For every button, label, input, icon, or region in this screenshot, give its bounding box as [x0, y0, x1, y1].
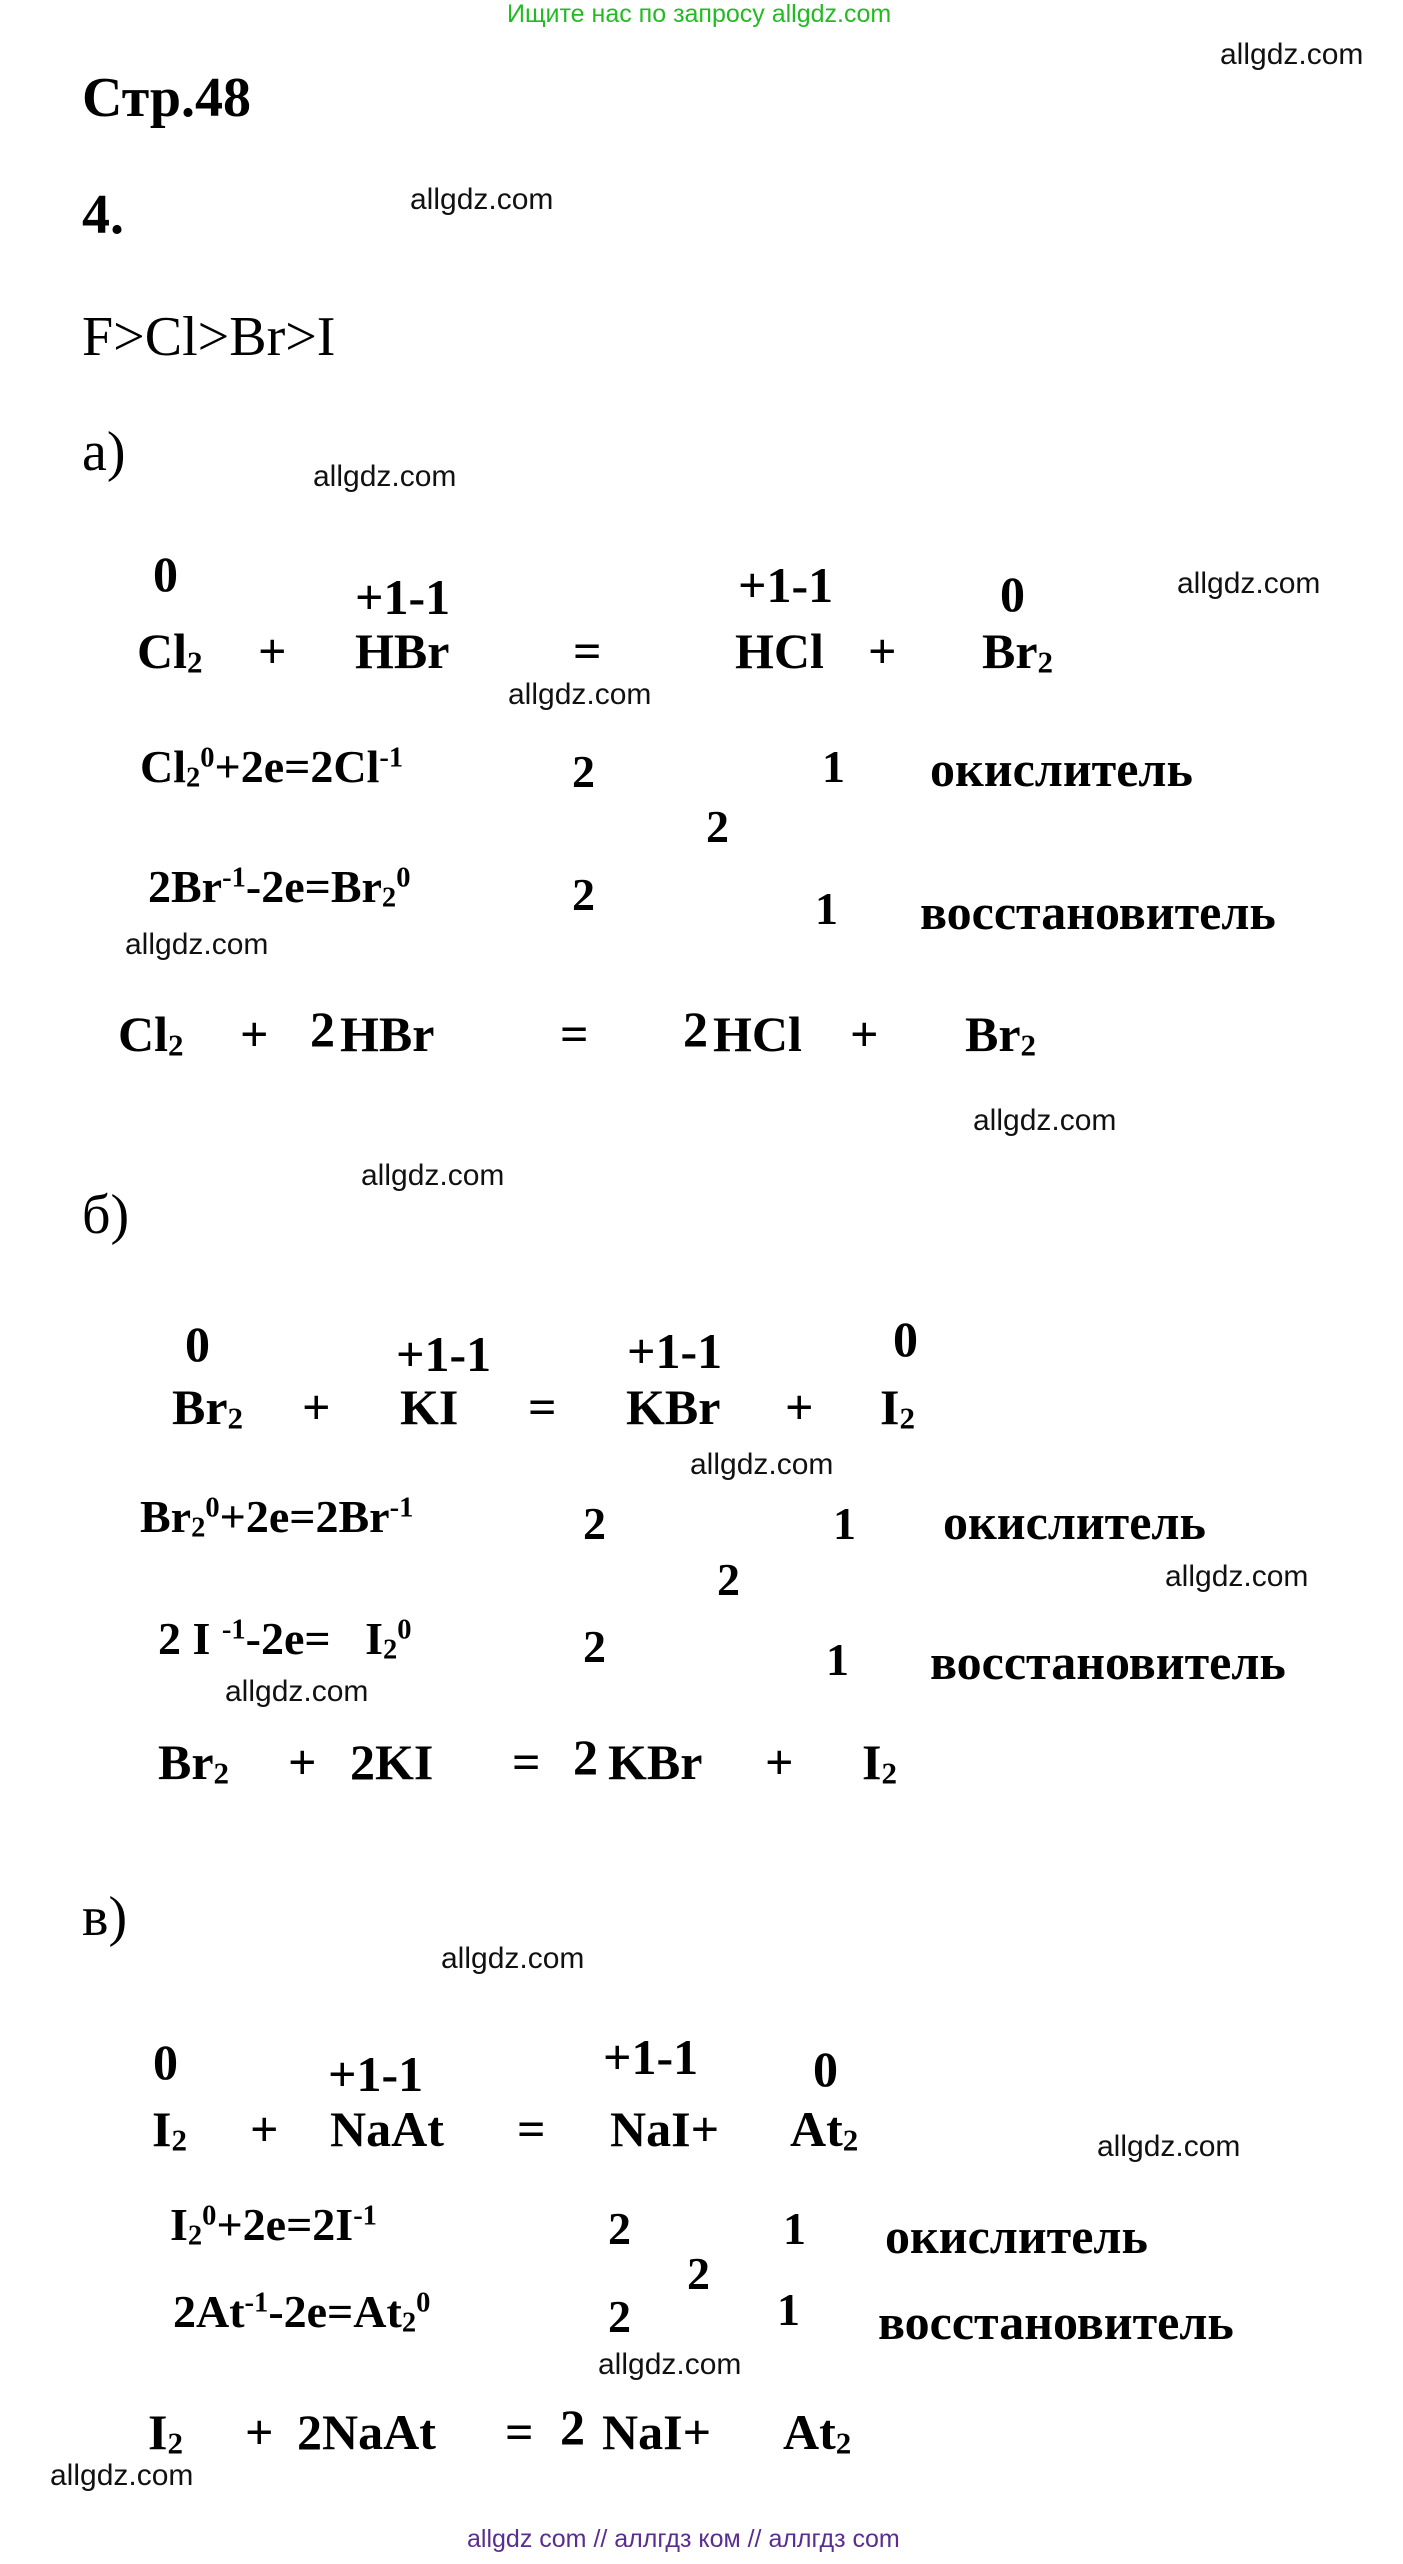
formula: Cl — [118, 1006, 168, 1062]
electron-count: 2 — [572, 869, 595, 920]
formula: 2NaAt — [297, 2404, 436, 2460]
plus-sign: + — [765, 1734, 794, 1790]
equals-sign: = — [528, 1379, 557, 1435]
formula: Br — [140, 1491, 192, 1542]
superscript: -1 — [389, 1492, 414, 1524]
formula-symbol: Br — [965, 1006, 1021, 1062]
final-equation — [158, 1733, 229, 1791]
formula: Cl — [140, 741, 186, 792]
equals-sign: = — [560, 1006, 589, 1062]
coefficient: 2 — [560, 2399, 585, 2455]
subscript: 2 — [171, 2122, 187, 2158]
final-equation — [148, 2403, 183, 2461]
formula: NaI+ — [602, 2404, 712, 2460]
reducer-label: восстановитель — [930, 1634, 1286, 1690]
subscript: 2 — [881, 1755, 897, 1791]
electron-count: 2 — [608, 2203, 631, 2254]
watermark: allgdz.com — [508, 678, 652, 711]
coefficient: 1 — [833, 1498, 856, 1549]
half-reaction — [173, 2285, 430, 2338]
formula: 2At — [173, 2286, 245, 2337]
oxidation-state: 0 — [185, 1316, 210, 1372]
oxidation-state: 0 — [1000, 566, 1025, 622]
coefficient: 2 — [683, 1001, 708, 1057]
formula — [790, 2100, 858, 2158]
reaction-scheme — [137, 622, 203, 680]
plus-sign: + — [868, 623, 897, 679]
watermark: allgdz.com — [1220, 38, 1364, 71]
equals-sign: = — [573, 623, 602, 679]
reaction-scheme — [172, 1378, 243, 1436]
superscript: -1 — [221, 1614, 246, 1646]
part-b-letter: б) — [82, 1184, 130, 1246]
subscript: 2 — [168, 1027, 184, 1063]
formula: +2e=2Br — [219, 1491, 390, 1542]
formula: HCl — [713, 1006, 802, 1062]
formula: HBr — [340, 1006, 435, 1062]
coefficient: 1 — [826, 1634, 849, 1685]
subscript: 2 — [1020, 1027, 1037, 1063]
oxidizer-label: окислитель — [930, 741, 1193, 797]
oxidation-state: +1-1 — [738, 557, 834, 613]
part-a-letter: а) — [82, 421, 126, 483]
formula: -2e= — [245, 1613, 331, 1664]
formula: I — [152, 2101, 172, 2157]
electron-count: 2 — [583, 1498, 606, 1549]
watermark: allgdz.com — [125, 928, 269, 961]
top-search-hint[interactable]: Ищите нас по запросу allgdz.com — [507, 0, 892, 28]
watermark: allgdz.com — [361, 1159, 505, 1192]
watermark: allgdz.com — [598, 2348, 742, 2381]
formula-symbol: Br — [982, 623, 1038, 679]
oxidation-state: 0 — [153, 546, 178, 602]
subscript: 2 — [187, 644, 203, 680]
formula-symbol: At — [783, 2404, 836, 2460]
plus-sign: + — [850, 1006, 879, 1062]
coefficient: 2 — [158, 1613, 181, 1664]
subscript: 2 — [191, 1512, 206, 1544]
superscript: 0 — [416, 2287, 431, 2319]
reducer-label: восстановитель — [920, 884, 1276, 940]
plus-sign: + — [258, 623, 287, 679]
formula: Br — [172, 1379, 228, 1435]
watermark: allgdz.com — [313, 460, 457, 493]
lcm-number: 2 — [687, 2248, 710, 2299]
equals-sign: = — [517, 2101, 546, 2157]
oxidation-state: +1-1 — [627, 1323, 723, 1379]
oxidation-state: +1-1 — [396, 1326, 492, 1382]
superscript: -1 — [244, 2287, 269, 2319]
superscript: 0 — [200, 742, 215, 774]
half-reaction — [170, 2198, 377, 2251]
coefficient: 2 — [573, 1729, 598, 1785]
formula: KBr — [608, 1734, 703, 1790]
page-heading: Стр.48 — [82, 67, 252, 129]
lcm-number: 2 — [717, 1554, 740, 1605]
superscript: -1 — [353, 2200, 377, 2232]
superscript: -1 — [222, 862, 246, 894]
superscript: 0 — [396, 862, 411, 894]
superscript: 0 — [205, 1492, 220, 1524]
subscript: 2 — [842, 2122, 859, 2158]
part-v-letter: в) — [82, 1886, 128, 1948]
subscript: 2 — [401, 2307, 417, 2339]
formula-symbol: I — [880, 1379, 900, 1435]
formula-symbol: At — [790, 2101, 843, 2157]
final-equation — [118, 1005, 184, 1063]
subscript: 2 — [213, 1755, 230, 1791]
oxidation-state: +1-1 — [603, 2029, 699, 2085]
halogen-order: F>Cl>Br>I — [82, 306, 336, 368]
formula — [982, 622, 1053, 680]
half-reaction — [140, 740, 403, 793]
formula: +2e=2I — [216, 2199, 354, 2250]
plus-sign: + — [302, 1379, 331, 1435]
formula: HBr — [355, 623, 450, 679]
half-reaction — [140, 1490, 413, 1543]
subscript: 2 — [167, 2425, 183, 2461]
formula: 2KI — [350, 1734, 434, 1790]
oxidation-state: +1-1 — [328, 2046, 424, 2102]
formula — [880, 1378, 915, 1436]
formula: NaAt — [330, 2101, 444, 2157]
subscript: 2 — [187, 2220, 203, 2252]
superscript: 0 — [397, 1614, 412, 1646]
plus-sign: + — [250, 2101, 279, 2157]
watermark: allgdz.com — [410, 183, 554, 216]
plus-sign: + — [245, 2404, 274, 2460]
subscript: 2 — [383, 1634, 398, 1666]
electron-count: 2 — [608, 2291, 631, 2342]
formula: NaI+ — [610, 2101, 720, 2157]
coefficient: 2 — [310, 1001, 335, 1057]
watermark: allgdz.com — [1097, 2130, 1241, 2163]
half-reaction — [148, 860, 410, 913]
superscript: 0 — [202, 2200, 217, 2232]
plus-sign: + — [240, 1006, 269, 1062]
electron-count: 2 — [583, 1621, 606, 1672]
formula — [965, 1005, 1036, 1063]
formula: Cl — [137, 623, 187, 679]
plus-sign: + — [288, 1734, 317, 1790]
formula: HCl — [735, 623, 824, 679]
formula: KBr — [626, 1379, 721, 1435]
watermark: allgdz.com — [225, 1675, 369, 1708]
superscript: -1 — [379, 742, 404, 774]
formula: I — [192, 1613, 211, 1664]
task-number: 4. — [82, 184, 124, 246]
oxidizer-label: окислитель — [885, 2208, 1148, 2264]
formula: +2e=2Cl — [214, 741, 380, 792]
lcm-number: 2 — [706, 801, 729, 852]
coefficient: 1 — [822, 741, 845, 792]
reducer-label: восстановитель — [878, 2294, 1234, 2350]
equals-sign: = — [512, 1734, 541, 1790]
oxidation-state: +1-1 — [355, 569, 451, 625]
subscript: 2 — [186, 762, 201, 794]
subscript: 2 — [1037, 644, 1054, 680]
formula: -2e=At — [268, 2286, 402, 2337]
formula — [862, 1733, 897, 1791]
formula — [783, 2403, 851, 2461]
coefficient: 1 — [783, 2203, 806, 2254]
formula: I — [170, 2199, 188, 2250]
watermark: allgdz.com — [690, 1448, 834, 1481]
formula: Br — [158, 1734, 214, 1790]
reaction-scheme — [152, 2100, 187, 2158]
watermark: allgdz.com — [973, 1104, 1117, 1137]
watermark: allgdz.com — [1165, 1560, 1309, 1593]
bottom-site-links[interactable]: allgdz com // аллгдз ком // аллгдз com — [467, 2525, 900, 2553]
oxidation-state: 0 — [893, 1311, 918, 1367]
plus-sign: + — [785, 1379, 814, 1435]
subscript: 2 — [835, 2425, 852, 2461]
formula: 2Br — [148, 861, 223, 912]
watermark: allgdz.com — [441, 1942, 585, 1975]
oxidation-state: 0 — [153, 2034, 178, 2090]
formula: KI — [400, 1379, 459, 1435]
half-reaction — [158, 1612, 412, 1665]
subscript: 2 — [899, 1400, 915, 1436]
formula: I — [365, 1613, 384, 1664]
subscript: 2 — [381, 882, 397, 914]
electron-count: 2 — [572, 746, 595, 797]
oxidation-state: 0 — [813, 2041, 838, 2097]
subscript: 2 — [227, 1400, 244, 1436]
oxidizer-label: окислитель — [943, 1494, 1206, 1550]
formula: -2e=Br — [245, 861, 382, 912]
coefficient: 1 — [815, 883, 838, 934]
equals-sign: = — [505, 2404, 534, 2460]
formula-symbol: I — [862, 1734, 882, 1790]
watermark: allgdz.com — [1177, 567, 1321, 600]
formula: I — [148, 2404, 168, 2460]
coefficient: 1 — [777, 2284, 800, 2335]
watermark: allgdz.com — [50, 2459, 194, 2492]
